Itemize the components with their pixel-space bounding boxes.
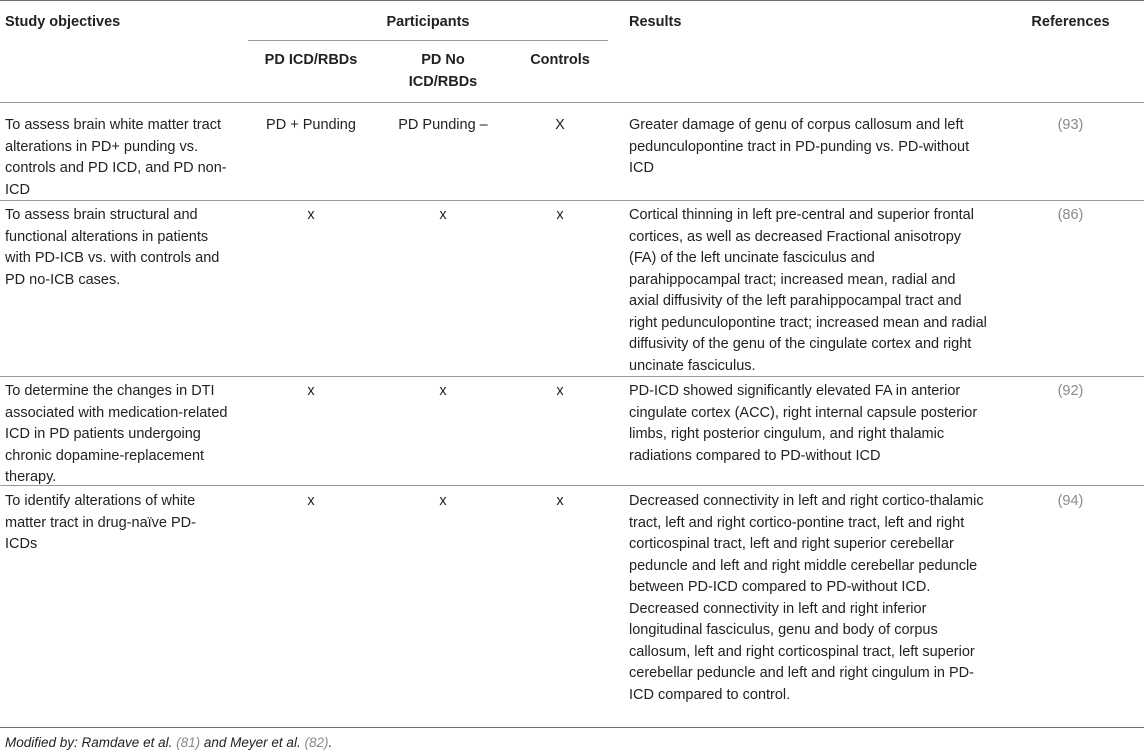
table-bottom-rule: [0, 727, 1144, 728]
row4-pd-no-icd: x: [439, 493, 447, 509]
row2-objective: To assess brain structural and functional alterations in patients with PD-ICB vs. with controls and PD no-ICB cases.: [5, 207, 220, 288]
row2-results: Cortical thinning in left pre-central and superior frontal cortices, as well as decreased Fractional anisotropy (FA) of the left uncinate fasciculus and parahippocampal tract; increased mean, radial and axial diffusivity of the left parahippocampal tract and right pedunculopontine tract; increased mean and radial diffusivity of the genu of the cingulate cortex and right uncinate fasciculus.: [629, 207, 987, 374]
footnote-prefix: Modified by: Ramdave et al.: [5, 735, 173, 750]
footnote-middle: and Meyer et al.: [203, 735, 301, 750]
table-top-rule: [0, 0, 1144, 1]
row3-pd-icd: x: [307, 383, 315, 399]
footnote-suffix: .: [328, 735, 333, 750]
header-pd-no-icd: PD No ICD/RBDs: [408, 52, 478, 90]
row4-controls: x: [556, 493, 564, 509]
row2-pd-icd: x: [307, 207, 315, 223]
participants-underline: [248, 40, 608, 41]
header-bottom-rule: [0, 102, 1144, 103]
row3-results: PD-ICD showed significantly elevated FA in anterior cingulate cortex (ACC), right internal capsule posterior limbs, right posterior cingulum, and right thalamic radiations compared to PD-without ICD: [629, 383, 978, 464]
row3-reference[interactable]: (92): [1057, 383, 1084, 399]
row2-pd-no-icd: x: [439, 207, 447, 223]
row3-pd-no-icd: x: [439, 383, 447, 399]
header-participants: Participants: [386, 14, 470, 30]
header-pd-icd: PD ICD/RBDs: [264, 52, 358, 68]
header-controls: Controls: [530, 52, 590, 68]
row4-results: Decreased connectivity in left and right cortico-thalamic tract, left and right cortico-pontine tract, left and right corticospinal tract, left and right superior cerebellar peduncle and left and right middle cerebellar peduncle between PD-ICD compared to PD-without ICD. Decreased connectivity in left and right inferior longitudinal fasciculus, genu and body of corpus callosum, left and right corticospinal tract, left superior cerebellar peduncle and left and right cingulum in PD-ICD compared to control.: [629, 493, 984, 703]
footnote-ref-82[interactable]: (82): [304, 735, 329, 750]
row2-controls: x: [556, 207, 564, 223]
row1-results: Greater damage of genu of corpus callosum and left pedunculopontine tract in PD-punding vs. PD-without ICD: [629, 117, 970, 176]
footnote-ref-81[interactable]: (81): [176, 735, 201, 750]
row4-objective: To identify alterations of white matter tract in drug-naïve PD-ICDs: [5, 493, 196, 552]
row4-pd-icd: x: [307, 493, 315, 509]
row1-controls: X: [555, 117, 565, 133]
header-results: Results: [629, 14, 682, 30]
header-references: References: [1031, 14, 1110, 30]
row3-objective: To determine the changes in DTI associated with medication-related ICD in PD patients undergoing chronic dopamine-replacement therapy.: [5, 383, 228, 485]
table-footnote: [5, 732, 1105, 754]
row1-pd-no-icd: PD Punding –: [398, 117, 488, 133]
row1-pd-icd: PD + Punding: [266, 117, 356, 133]
row1-objective: To assess brain white matter tract alterations in PD+ punding vs. controls and PD ICD, and PD non-ICD: [5, 117, 227, 198]
row1-reference[interactable]: (93): [1057, 117, 1084, 133]
row3-controls: x: [556, 383, 564, 399]
row2-reference[interactable]: (86): [1057, 207, 1084, 223]
header-study-objectives: Study objectives: [5, 14, 121, 30]
row4-reference[interactable]: (94): [1057, 493, 1084, 509]
